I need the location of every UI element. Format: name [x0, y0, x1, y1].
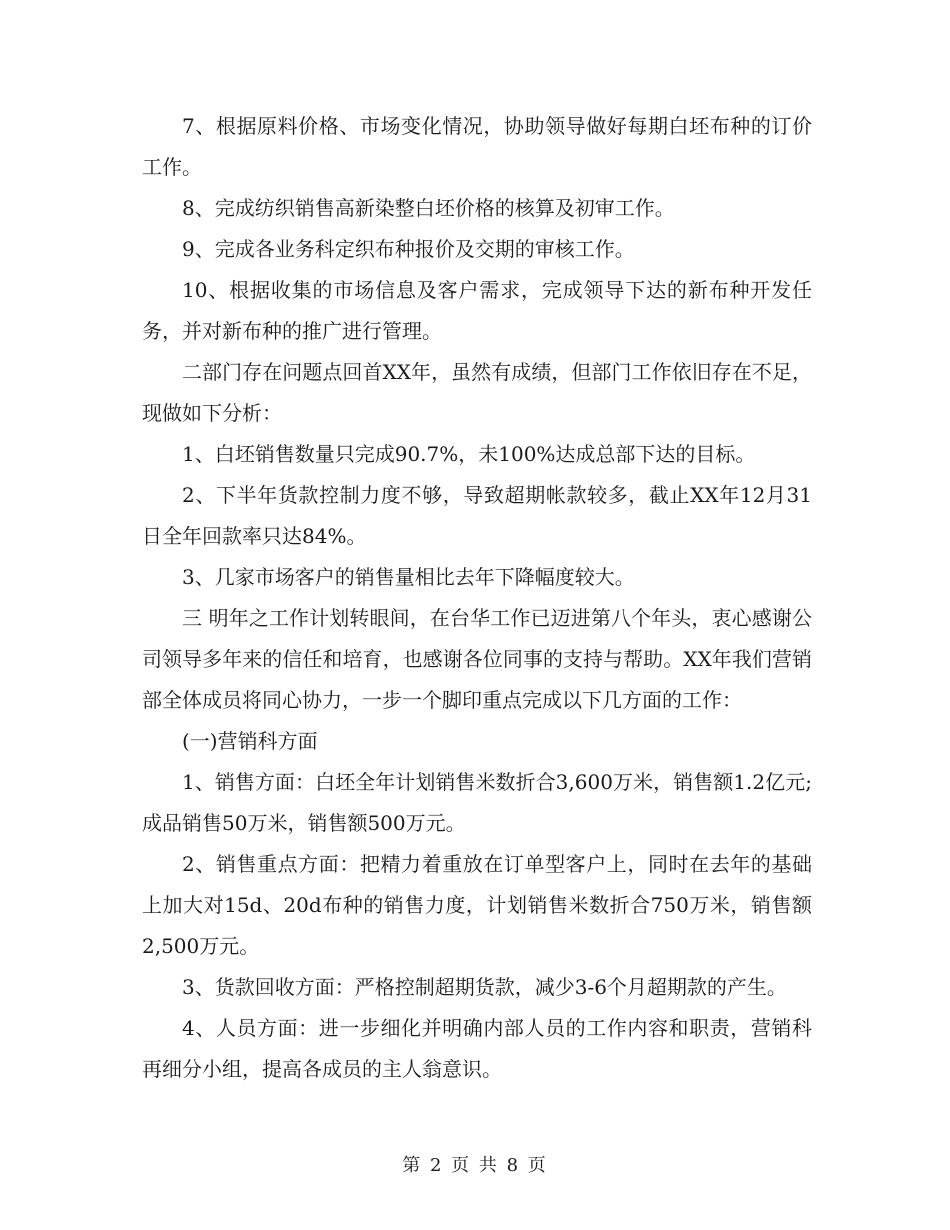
section-heading-plan: 三 明年之工作计划转眼间，在台华工作已迈进第八个年头，衷心感谢公司领导多年来的信任和培育，也感谢各位同事的支持与帮助。XX年我们营销部全体成员将同心协力，一步一个脚印重点完成以下几方面的工作：: [142, 606, 812, 712]
problem-item-1: 1、白坯销售数量只完成90.7%，未100%达成总部下达的目标。: [182, 442, 756, 466]
plan-item-2: 2、销售重点方面：把精力着重放在订单型客户上，同时在去年的基础上加大对15d、20d布种的销售力度，计划销售米数折合750万米，销售额2,500万元。: [142, 852, 812, 958]
plan-item-1: 1、销售方面：白坯全年计划销售米数折合3,600万米，销售额1.2亿元;成品销售50万米，销售额500万元。: [142, 770, 812, 835]
plan-item-4: 4、人员方面：进一步细化并明确内部人员的工作内容和职责，营销科再细分小组，提高各成员的主人翁意识。: [142, 1016, 812, 1081]
problem-item-2: 2、下半年货款控制力度不够，导致超期帐款较多，截止XX年12月31日全年回款率只达84%。: [142, 483, 812, 548]
paragraph-item-8: 8、完成纺织销售高新染整白坯价格的核算及初审工作。: [182, 196, 675, 220]
plan-item-3: 3、货款回收方面：严格控制超期货款，减少3-6个月超期款的产生。: [182, 975, 787, 999]
document-body: [142, 106, 812, 1090]
section-heading-problems: 二部门存在问题点回首XX年，虽然有成绩，但部门工作依旧存在不足，现做如下分析：: [142, 360, 812, 425]
paragraph-item-7: 7、根据原料价格、市场变化情况，协助领导做好每期白坯布种的订价工作。: [142, 114, 812, 179]
subsection-heading-marketing: (一)营销科方面: [182, 729, 318, 753]
paragraph-item-10: 10、根据收集的市场信息及客户需求，完成领导下达的新布种开发任务，并对新布种的推广进行管理。: [142, 278, 812, 343]
page-number-footer: 第 2 页 共 8 页: [402, 1155, 548, 1176]
paragraph-item-9: 9、完成各业务科定织布种报价及交期的审核工作。: [182, 237, 635, 261]
problem-item-3: 3、几家市场客户的销售量相比去年下降幅度较大。: [182, 565, 635, 589]
